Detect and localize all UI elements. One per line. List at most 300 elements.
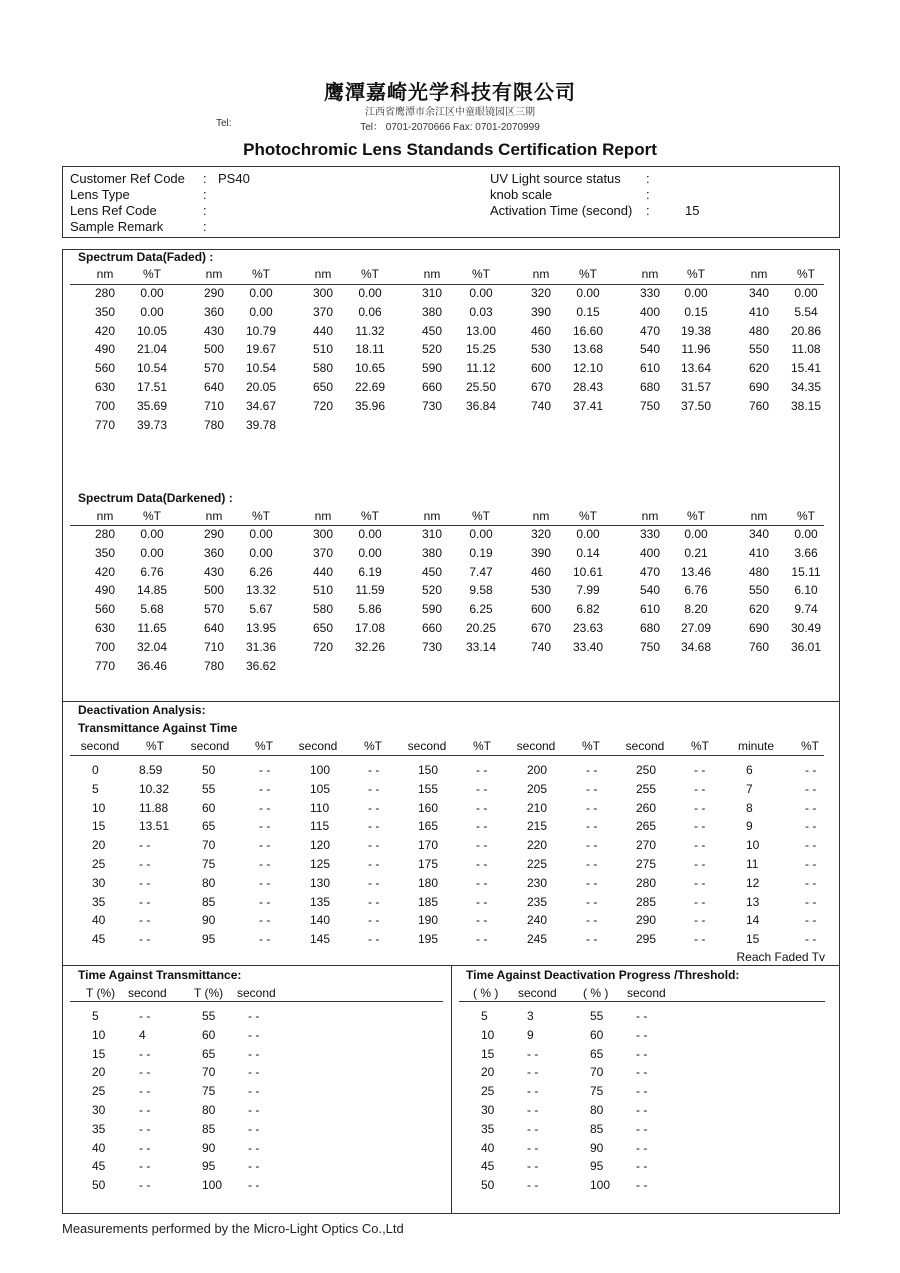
deactivation-cell: 240 [527, 913, 548, 928]
darkened-cell: 11.65 [137, 621, 167, 635]
faded-cell: 350 [94, 304, 116, 319]
deactivation-cell: - - [139, 894, 151, 909]
time_vs_progress-cell: 90 [590, 1140, 604, 1155]
faded-cell: 34.67 [245, 398, 277, 413]
darkened-cell: 340 [748, 527, 770, 541]
deactivation-cell: 200 [527, 763, 548, 777]
deactivation-cell: 8 [746, 800, 753, 815]
deactivation-cell: - - [259, 932, 271, 947]
darkened-cell: 770 [94, 658, 116, 673]
time_vs_t-cell: - - [248, 1178, 260, 1193]
faded-cell: 13.64 [680, 361, 712, 376]
darkened-cell: 680 [639, 621, 661, 635]
deactivation-header: %T [146, 739, 164, 753]
deactivation-cell: - - [476, 819, 488, 834]
faded-cell: 10.54 [136, 361, 168, 376]
time_vs_t-cell: - - [248, 1027, 260, 1042]
faded-header: %T [143, 267, 161, 281]
darkened-header: %T [687, 509, 705, 523]
deactivation-cell: 270 [636, 838, 657, 853]
darkened-header: nm [423, 509, 441, 523]
faded-cell: 0.00 [469, 286, 493, 300]
faded-title: Spectrum Data(Faded) : [78, 250, 214, 264]
deactivation-cell: - - [694, 800, 706, 815]
faded-cell: 19.38 [680, 323, 712, 338]
deactivation-cell: - - [139, 875, 151, 890]
time_vs_t-cell: - - [248, 1103, 260, 1117]
faded-cell: 22.69 [354, 380, 386, 394]
faded-cell: 0.00 [358, 286, 382, 300]
deactivation-cell: 85 [202, 894, 216, 909]
faded-cell: 740 [530, 398, 552, 413]
deactivation-cell: - - [259, 875, 271, 890]
darkened-cell: 31.36 [245, 639, 277, 654]
deactivation-cell: - - [805, 857, 817, 871]
darkened-cell: 700 [94, 639, 116, 654]
faded-cell: 640 [203, 380, 225, 394]
time_vs_progress-header: ( % ) [583, 986, 609, 1000]
darkened-cell: 0.00 [358, 527, 382, 541]
deactivation-cell: 140 [310, 913, 331, 928]
deactivation-cell: - - [694, 913, 706, 928]
faded-cell: 610 [639, 361, 661, 376]
faded-cell: 410 [748, 304, 770, 319]
deactivation-cell: 65 [202, 819, 216, 834]
darkened-cell: 0.00 [140, 527, 164, 541]
deactivation-cell: - - [259, 894, 271, 909]
darkened-cell: 5.68 [140, 602, 164, 617]
darkened-cell: 13.95 [245, 621, 277, 635]
deactivation-cell: - - [694, 819, 706, 834]
darkened-cell: 710 [203, 639, 225, 654]
faded-cell: 520 [421, 342, 443, 357]
deactivation-cell: - - [476, 781, 488, 796]
deactivation-cell: 15 [92, 819, 106, 834]
faded-cell: 0.15 [684, 304, 708, 319]
faded-cell: 430 [203, 323, 225, 338]
deactivation-cell: 11.88 [139, 800, 169, 815]
faded-cell: 20.86 [790, 323, 822, 338]
deactivation-cell: - - [368, 838, 380, 853]
faded-cell: 720 [312, 398, 334, 413]
deactivation-cell: 45 [92, 932, 106, 947]
time_vs_t-cell: 30 [92, 1103, 106, 1117]
deactivation-cell: 14 [746, 913, 760, 928]
faded-cell: 500 [203, 342, 225, 357]
time_vs_t-cell: 5 [92, 1009, 99, 1023]
deactivation-subtitle: Transmittance Against Time [78, 721, 238, 735]
darkened-cell: 390 [530, 545, 552, 560]
faded-cell: 580 [312, 361, 334, 376]
faded-cell: 700 [94, 398, 116, 413]
deactivation-cell: - - [476, 875, 488, 890]
darkened-title: Spectrum Data(Darkened) : [78, 491, 233, 505]
darkened-cell: 9.74 [794, 602, 818, 617]
darkened-cell: 730 [421, 639, 443, 654]
darkened-header: %T [579, 509, 597, 523]
darkened-cell: 600 [530, 602, 552, 617]
darkened-cell: 13.32 [245, 583, 277, 598]
faded-cell: 0.00 [576, 286, 600, 300]
deactivation-cell: - - [805, 781, 817, 796]
info-colon: : [203, 187, 207, 202]
deactivation-cell: 8.59 [139, 763, 163, 777]
darkened-cell: 32.04 [136, 639, 168, 654]
deactivation-cell: - - [368, 857, 380, 871]
time_vs_progress-cell: 20 [481, 1065, 495, 1080]
faded-cell: 490 [94, 342, 116, 357]
faded-header: %T [361, 267, 379, 281]
report-title: Photochromic Lens Standands Certification Report [243, 140, 657, 159]
faded-cell: 0.03 [469, 304, 493, 319]
faded-cell: 13.68 [572, 342, 604, 357]
deactivation-cell: - - [139, 932, 151, 947]
deactivation-header: %T [801, 739, 819, 753]
faded-cell: 15.41 [790, 361, 822, 376]
deactivation-cell: 255 [636, 781, 657, 796]
deactivation-cell: - - [259, 838, 271, 853]
time_vs_t-cell: 90 [202, 1140, 216, 1155]
deactivation-cell: 230 [527, 875, 548, 890]
faded-cell: 570 [203, 361, 225, 376]
deactivation-cell: - - [586, 857, 598, 871]
faded-cell: 28.43 [572, 380, 604, 394]
faded-cell: 21.04 [136, 342, 168, 357]
faded-cell: 310 [421, 286, 443, 300]
deactivation-cell: 95 [202, 932, 216, 947]
time_vs_t-cell: - - [248, 1046, 260, 1061]
deactivation-cell: 195 [418, 932, 439, 947]
faded-cell: 280 [94, 286, 116, 300]
darkened-cell: 6.19 [358, 564, 382, 579]
time_vs_progress-cell: 55 [590, 1009, 604, 1023]
darkened-cell: 430 [203, 564, 225, 579]
deactivation-cell: 170 [418, 838, 439, 853]
darkened-cell: 8.20 [684, 602, 708, 617]
deactivation-header: second [190, 739, 230, 753]
time_vs_progress-header: second [518, 986, 557, 1000]
deactivation-cell: - - [805, 838, 817, 853]
darkened-cell: 350 [94, 545, 116, 560]
faded-header-rule [70, 284, 824, 285]
faded-cell: 37.50 [680, 398, 712, 413]
faded-cell: 650 [312, 380, 334, 394]
info-box [62, 166, 840, 238]
darkened-cell: 0.14 [576, 545, 600, 560]
faded-cell: 35.96 [354, 398, 386, 413]
faded-cell: 480 [748, 323, 770, 338]
deactivation-cell: 7 [746, 781, 753, 796]
deactivation-cell: - - [368, 932, 380, 947]
deactivation-cell: 5 [92, 781, 99, 796]
darkened-header: %T [361, 509, 379, 523]
darkened-cell: 6.82 [576, 602, 600, 617]
faded-header: %T [252, 267, 270, 281]
time_vs_progress-header-rule [459, 1001, 825, 1002]
time_vs_t-cell: 100 [202, 1178, 223, 1193]
darkened-cell: 520 [421, 583, 443, 598]
info-label-activation-time: Activation Time (second) [490, 203, 633, 218]
darkened-header: %T [472, 509, 490, 523]
faded-cell: 290 [203, 286, 225, 300]
faded-cell: 11.96 [681, 342, 711, 357]
darkened-cell: 34.68 [680, 639, 712, 654]
time_vs_t-cell: - - [248, 1140, 260, 1155]
darkened-cell: 0.19 [469, 545, 493, 560]
deactivation-cell: 250 [636, 763, 657, 777]
faded-header: nm [750, 267, 768, 281]
tel-label: Tel: [216, 118, 232, 129]
deactivation-cell: - - [805, 875, 817, 890]
darkened-header: nm [641, 509, 659, 523]
faded-header: nm [532, 267, 550, 281]
deactivation-cell: 175 [418, 857, 439, 871]
deactivation-cell: 135 [310, 894, 331, 909]
time_vs_progress-cell: - - [636, 1159, 648, 1174]
darkened-cell: 510 [312, 583, 334, 598]
darkened-cell: 0.00 [684, 527, 708, 541]
darkened-cell: 7.47 [469, 564, 493, 579]
time_vs_progress-title: Time Against Deactivation Progress /Threshold: [466, 968, 740, 982]
info-colon: : [646, 203, 650, 218]
time_vs_progress-cell: - - [527, 1065, 539, 1080]
deactivation-cell: 25 [92, 857, 106, 871]
darkened-cell: 440 [312, 564, 334, 579]
darkened-cell: 630 [94, 621, 116, 635]
time_vs_t-cell: - - [248, 1121, 260, 1136]
darkened-cell: 10.61 [572, 564, 604, 579]
time_vs_t-header: second [237, 986, 276, 1000]
faded-cell: 11.12 [466, 361, 496, 376]
darkened-cell: 33.40 [572, 639, 604, 654]
faded-cell: 660 [421, 380, 443, 394]
info-colon: : [646, 187, 650, 202]
faded-cell: 0.00 [249, 286, 273, 300]
deactivation-cell: 90 [202, 913, 216, 928]
time_vs_t-cell: - - [139, 1046, 151, 1061]
time_vs_t-cell: - - [139, 1065, 151, 1080]
deactivation-cell: - - [805, 913, 817, 928]
deactivation-cell: 125 [310, 857, 331, 871]
faded-cell: 540 [639, 342, 661, 357]
deactivation-cell: 100 [310, 763, 331, 777]
faded-header: %T [472, 267, 490, 281]
time_vs_progress-cell: - - [636, 1103, 648, 1117]
deactivation-header: %T [364, 739, 382, 753]
faded-cell: 10.65 [354, 361, 386, 376]
info-colon: : [203, 203, 207, 218]
time_vs_t-cell: - - [248, 1009, 260, 1023]
faded-cell: 0.00 [140, 286, 164, 300]
deactivation-cell: - - [259, 800, 271, 815]
darkened-cell: 13.46 [680, 564, 712, 579]
time_vs_progress-cell: - - [527, 1103, 539, 1117]
darkened-cell: 550 [748, 583, 770, 598]
faded-cell: 35.69 [136, 398, 168, 413]
faded-cell: 11.32 [355, 323, 385, 338]
faded-cell: 36.84 [465, 398, 497, 413]
time_vs_t-header-rule [70, 1001, 443, 1002]
faded-header: nm [314, 267, 332, 281]
deactivation-cell: 245 [527, 932, 548, 947]
deactivation-cell: 10.32 [139, 781, 170, 796]
deactivation-cell: 13 [746, 894, 760, 909]
deactivation-cell: - - [259, 763, 271, 777]
faded-cell: 0.15 [576, 304, 600, 319]
time_vs_t-cell: - - [248, 1065, 260, 1080]
time_vs_progress-cell: - - [636, 1084, 648, 1099]
faded-cell: 39.73 [136, 417, 168, 432]
deactivation-header: %T [473, 739, 491, 753]
time_vs_t-cell: - - [139, 1009, 151, 1023]
faded-header: nm [423, 267, 441, 281]
reach-faded-note: Reach Faded Tv [736, 950, 825, 964]
time_vs_t-cell: 20 [92, 1065, 106, 1080]
darkened-cell: 0.21 [684, 545, 708, 560]
deactivation-cell: 80 [202, 875, 216, 890]
deactivation-header: second [516, 739, 556, 753]
darkened-cell: 400 [639, 545, 661, 560]
deactivation-cell: 275 [636, 857, 657, 871]
deactivation-cell: - - [476, 857, 488, 871]
faded-header: nm [96, 267, 114, 281]
darkened-cell: 0.00 [794, 527, 818, 541]
deactivation-cell: - - [368, 819, 380, 834]
darkened-cell: 570 [203, 602, 225, 617]
time_vs_t-cell: 70 [202, 1065, 216, 1080]
darkened-cell: 660 [421, 621, 443, 635]
deactivation-cell: 15 [746, 932, 760, 947]
faded-header: nm [641, 267, 659, 281]
deactivation-cell: 145 [310, 932, 331, 947]
deactivation-cell: 130 [310, 875, 331, 890]
darkened-cell: 780 [203, 658, 225, 673]
darkened-cell: 36.01 [790, 639, 822, 654]
darkened-cell: 17.08 [354, 621, 386, 635]
faded-cell: 460 [530, 323, 552, 338]
darkened-cell: 5.86 [358, 602, 382, 617]
darkened-cell: 280 [94, 527, 116, 541]
darkened-cell: 690 [748, 621, 770, 635]
darkened-header: nm [205, 509, 223, 523]
darkened-cell: 36.62 [245, 658, 277, 673]
darkened-cell: 500 [203, 583, 225, 598]
time_vs_t-cell: 65 [202, 1046, 216, 1061]
deactivation-cell: - - [586, 763, 598, 777]
time_vs_progress-cell: 95 [590, 1159, 604, 1174]
deactivation-cell: - - [476, 838, 488, 853]
time_vs_t-cell: 4 [139, 1027, 146, 1042]
faded-cell: 20.05 [245, 380, 277, 394]
deactivation-cell: 205 [527, 781, 548, 796]
info-colon: : [203, 171, 207, 186]
faded-cell: 360 [203, 304, 225, 319]
faded-cell: 680 [639, 380, 661, 394]
deactivation-cell: - - [694, 875, 706, 890]
time_vs_t-cell: 75 [202, 1084, 216, 1099]
darkened-cell: 23.63 [572, 621, 604, 635]
time_vs_t-cell: - - [248, 1159, 260, 1174]
info-label-knob-scale: knob scale [490, 187, 553, 202]
time_vs_t-cell: 80 [202, 1103, 216, 1117]
faded-cell: 12.10 [572, 361, 604, 376]
faded-cell: 0.00 [684, 286, 708, 300]
deactivation-cell: 185 [418, 894, 439, 909]
darkened-cell: 5.67 [249, 602, 273, 617]
time_vs_progress-cell: 50 [481, 1178, 495, 1193]
darkened-cell: 330 [639, 527, 661, 541]
deactivation-cell: 215 [527, 819, 548, 834]
company-address: 江西省鹰潭市余江区中童眼镜园区三期 [365, 107, 535, 118]
darkened-cell: 480 [748, 564, 770, 579]
darkened-cell: 590 [421, 602, 443, 617]
darkened-cell: 32.26 [354, 639, 386, 654]
darkened-header: nm [96, 509, 114, 523]
faded-cell: 530 [530, 342, 552, 357]
darkened-cell: 310 [421, 527, 443, 541]
faded-cell: 370 [312, 304, 334, 319]
deactivation-cell: - - [586, 932, 598, 947]
deactivation-cell: 6 [746, 763, 753, 777]
faded-cell: 0.00 [249, 304, 273, 319]
darkened-cell: 530 [530, 583, 552, 598]
darkened-cell: 0.00 [576, 527, 600, 541]
deactivation-cell: - - [259, 781, 271, 796]
deactivation-cell: - - [368, 763, 380, 777]
darkened-cell: 420 [94, 564, 116, 579]
time_vs_t-cell: 40 [92, 1140, 106, 1155]
deactivation-cell: 12 [746, 875, 760, 890]
deactivation-cell: 30 [92, 875, 106, 890]
darkened-cell: 540 [639, 583, 661, 598]
deactivation-cell: - - [805, 800, 817, 815]
faded-cell: 300 [312, 286, 334, 300]
time_vs_progress-cell: 100 [590, 1178, 611, 1193]
faded-cell: 39.78 [245, 417, 277, 432]
deactivation-cell: - - [476, 932, 488, 947]
faded-cell: 710 [203, 398, 225, 413]
deactivation-cell: - - [805, 894, 817, 909]
darkened-header: nm [532, 509, 550, 523]
deactivation-cell: 10 [746, 838, 760, 853]
time_vs_progress-cell: 35 [481, 1121, 495, 1136]
time_vs_progress-cell: - - [636, 1065, 648, 1080]
darkened-header: nm [314, 509, 332, 523]
deactivation-cell: 55 [202, 781, 216, 796]
darkened-cell: 27.09 [680, 621, 712, 635]
faded-cell: 13.00 [465, 323, 497, 338]
darkened-cell: 370 [312, 545, 334, 560]
darkened-header-rule [70, 525, 824, 526]
darkened-cell: 740 [530, 639, 552, 654]
deactivation-header: %T [255, 739, 273, 753]
darkened-cell: 360 [203, 545, 225, 560]
deactivation-cell: - - [694, 857, 706, 871]
deactivation-cell: 210 [527, 800, 548, 815]
darkened-cell: 7.99 [576, 583, 600, 598]
darkened-cell: 6.26 [249, 564, 273, 579]
deactivation-cell: 105 [310, 781, 331, 796]
deactivation-cell: - - [805, 932, 817, 947]
darkened-cell: 20.25 [465, 621, 497, 635]
deactivation-cell: - - [586, 838, 598, 853]
faded-cell: 17.51 [136, 380, 168, 394]
darkened-cell: 620 [748, 602, 770, 617]
time_vs_progress-cell: - - [527, 1178, 539, 1193]
time_vs_t-cell: - - [248, 1084, 260, 1099]
faded-cell: 34.35 [790, 380, 822, 394]
time_vs_progress-cell: - - [527, 1121, 539, 1136]
